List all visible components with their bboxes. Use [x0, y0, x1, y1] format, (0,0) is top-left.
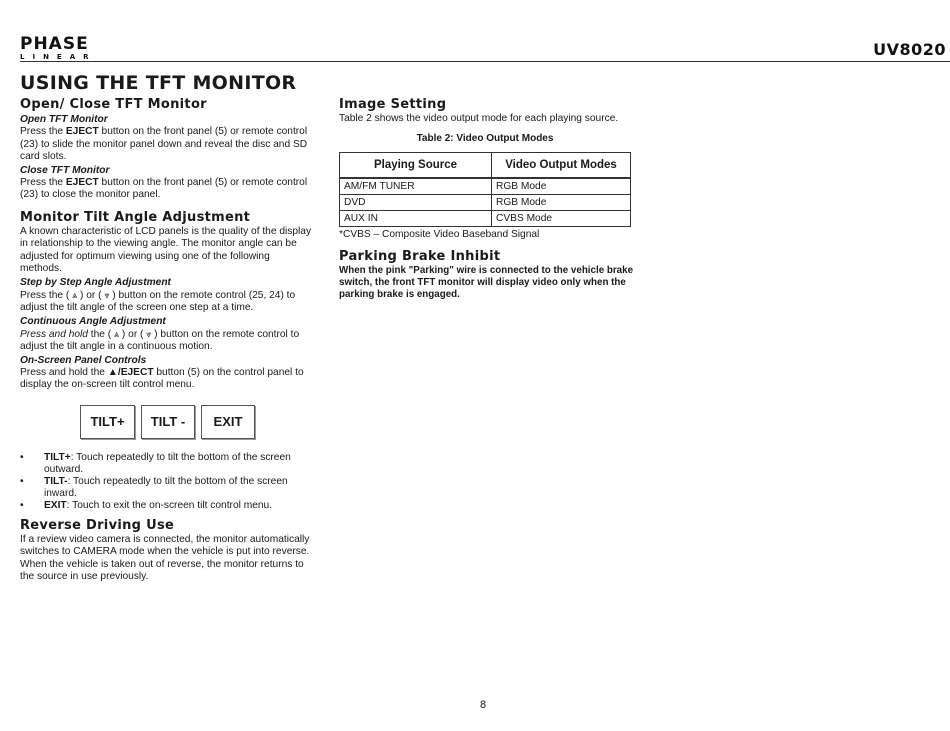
table-cell: CVBS Mode: [492, 210, 631, 226]
up-arrow-icon: ⩓: [72, 289, 78, 300]
image-setting-heading: Image Setting: [339, 97, 447, 112]
close-monitor-text: Press the EJECT button on the front panel (5) or remote control (23) to close the monitor panel.: [20, 176, 308, 200]
brand-sub: LINEAR: [20, 53, 97, 61]
tilt-plus-button[interactable]: TILT+: [80, 405, 135, 439]
parking-text: When the pink "Parking" wire is connected to the vehicle brake switch, the front TFT monitor will display video only when the parking brake is engaged.: [339, 265, 634, 300]
reverse-heading: Reverse Driving Use: [20, 517, 175, 533]
osd-subheading: On-Screen Panel Controls: [20, 354, 147, 366]
continuous-text: Press and hold the ( ⩓ ) or ( ⩔ ) button on the remote control to adjust the tilt angle in a continuous motion.: [20, 328, 300, 352]
left-column: [20, 96, 312, 584]
open-monitor-subheading: Open TFT Monitor: [20, 114, 108, 125]
tilt-minus-button[interactable]: TILT -: [141, 405, 195, 439]
down-arrow-icon: ⩔: [104, 289, 110, 300]
continuous-subheading: Continuous Angle Adjustment: [20, 315, 166, 327]
page-title: USING THE TFT MONITOR: [20, 72, 297, 94]
table-cell: RGB Mode: [492, 178, 631, 195]
open-monitor-text: Press the EJECT button on the front panel (5) or remote control (23) to slide the monitor panel down and reveal the disc and SD card slots.: [20, 126, 308, 162]
table-footnote: *CVBS – Composite Video Baseband Signal: [339, 228, 540, 240]
page-number: 8: [480, 699, 487, 711]
table-header-row: [340, 152, 631, 178]
list-item: • EXIT: Touch to exit the on-screen tilt control menu.: [20, 500, 312, 512]
osd-text: Press and hold the ▲/EJECT button (5) on the control panel to display the on-screen tilt control menu.: [20, 366, 304, 390]
header-divider: [20, 61, 950, 62]
video-output-table: [339, 152, 631, 227]
reverse-text: If a review video camera is connected, the monitor automatically switches to CAMERA mode when the vehicle is put into reverse. When the vehicle is taken out of reverse, the monitor returns to the source in use previously.: [20, 533, 310, 582]
down-arrow-icon: ⩔: [146, 328, 152, 339]
tilt-control-menu: [80, 405, 312, 439]
model-number: UV8020: [873, 40, 946, 59]
column-header: Playing Source: [340, 152, 492, 178]
list-item: • TILT+: Touch repeatedly to tilt the bottom of the screen outward.: [20, 452, 312, 476]
tilt-intro: A known characteristic of LCD panels is the quality of the display in relationship to the viewing angle. The monitor angle can be adjusted for optimum viewing using one of the following methods.: [20, 225, 312, 274]
table-cell: RGB Mode: [492, 194, 631, 210]
table-cell: AUX IN: [340, 210, 492, 226]
exit-button[interactable]: EXIT: [201, 405, 255, 439]
tilt-button-list: [20, 452, 312, 512]
tilt-heading: Monitor Tilt Angle Adjustment: [20, 209, 251, 225]
up-arrow-icon: ⩓: [114, 328, 120, 339]
table-cell: AM/FM TUNER: [340, 178, 492, 195]
parking-heading: Parking Brake Inhibit: [339, 249, 501, 264]
table-row: [340, 210, 631, 226]
right-column: [339, 96, 639, 301]
close-monitor-subheading: Close TFT Monitor: [20, 164, 110, 176]
table-caption: Table 2: Video Output Modes: [416, 132, 554, 144]
list-item: • TILT-: Touch repeatedly to tilt the bottom of the screen inward.: [20, 476, 312, 500]
step-text: Press the ( ⩓ ) or ( ⩔ ) button on the remote control (25, 24) to adjust the tilt angle of the screen one step at a time.: [20, 289, 296, 313]
table-row: [340, 194, 631, 210]
column-header: Video Output Modes: [492, 152, 631, 178]
table-row: [340, 178, 631, 195]
brand-name: PHASE: [20, 34, 89, 54]
step-subheading: Step by Step Angle Adjustment: [20, 276, 171, 288]
open-close-heading: Open/ Close TFT Monitor: [20, 97, 207, 112]
image-setting-text: Table 2 shows the video output mode for each playing source.: [339, 113, 619, 124]
table-cell: DVD: [340, 194, 492, 210]
